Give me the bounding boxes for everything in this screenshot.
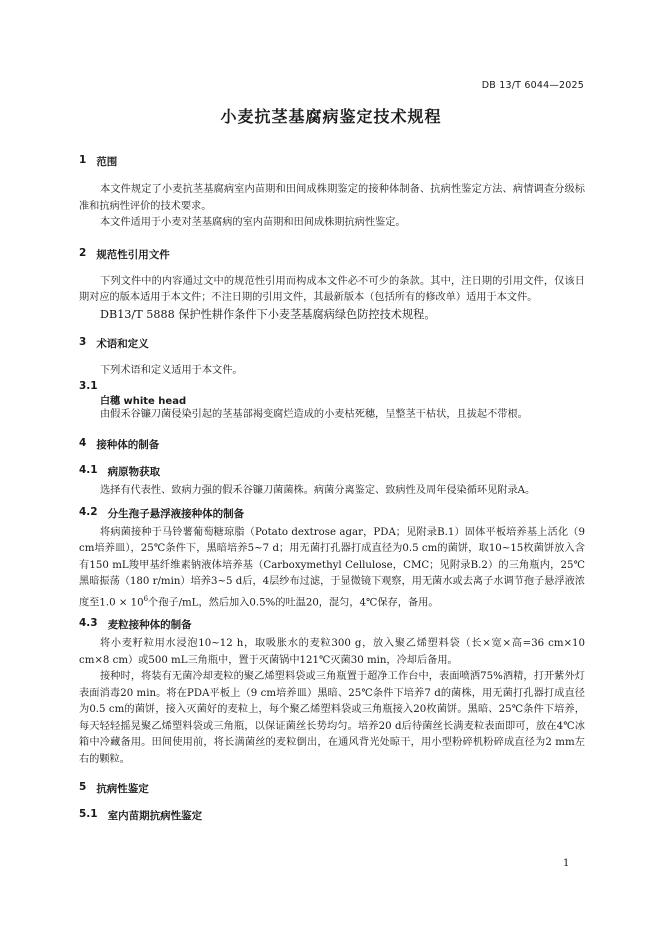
- section-number: 3: [79, 336, 87, 348]
- paragraph-text: 将病菌接种于马铃薯葡萄糖琼脂（Potato dextrose agar，PDA；见附录B.1）固体平板培养基上活化（9 cm培养皿），25℃条件下，黑暗培养5~7 d；用无菌打孔器打成直径为0.5 cm的菌饼，取10~15枚菌饼放入含有150 mL羧甲基纤维素钠液体培养基（Carboxymethyl Cellulose，CMC；见附录B.2）的三角瓶内，25℃黑暗振荡（180 r/min）培养3~5 d后，4层纱布过滤，于显微镜下观察，用无菌水或去离子水调节孢子悬浮液浓度至1.0 × 10: [79, 526, 585, 608]
- term-definition: 由假禾谷镰刀菌侵染引起的茎基部褐变腐烂造成的小麦枯死穗，呈整茎干枯状，且拔起不带根。: [100, 408, 528, 420]
- subsection-title: 分生孢子悬浮液接种体的制备: [107, 507, 245, 520]
- subsection-number: 5.1: [79, 808, 98, 821]
- paragraph: 本文件规定了小麦抗茎基腐病室内苗期和田间成株期鉴定的接种体制备、抗病性鉴定方法、病情调查分级标准和抗病性评价的技术要求。: [79, 184, 585, 212]
- section-number: 4: [79, 437, 87, 449]
- paragraph: 下列文件中的内容通过文中的规范性引用而构成本文件必不可少的条款。其中，注日期的引用文件，仅该日期对应的版本适用于本文件；不注日期的引用文件，其最新版本（包括所有的修改单）适用于本文件。: [79, 275, 585, 303]
- subsection-4-3-heading: [79, 617, 585, 632]
- section-4-heading: [79, 437, 585, 452]
- section-title: 范围: [96, 156, 118, 168]
- section-1-heading: [79, 154, 585, 169]
- subsection-5-1-heading: [79, 808, 585, 823]
- section-title: 规范性引用文件: [96, 248, 170, 261]
- page-number: 1: [563, 858, 570, 869]
- subsection-4-2-heading: [79, 506, 585, 521]
- section-number: 2: [79, 246, 87, 259]
- section-title: 接种体的制备: [96, 439, 160, 451]
- paragraph: 选择有代表性、致病力强的假禾谷镰刀菌菌株。病菌分离鉴定、致病性及周年侵染循环见附录A。: [100, 485, 536, 496]
- document-title: 小麦抗茎基腐病鉴定技术规程: [220, 107, 442, 126]
- section-title: 抗病性鉴定: [96, 783, 149, 796]
- subsection-number: 4.1: [79, 464, 98, 476]
- paragraph: 将小麦籽粒用水浸泡10~12 h，取吸胀水的麦粒300 g，放入聚乙烯塑料袋（长×宽×高=36 cm×10 cm×8 cm）或500 mL三角瓶中，置于灭菌锅中121℃灭菌30 min，冷却后备用。: [79, 638, 585, 666]
- subsection-title: 室内苗期抗病性鉴定: [107, 810, 203, 823]
- paragraph: [79, 525, 585, 612]
- subsection-number: 4.2: [79, 505, 98, 518]
- standard-number: DB 13/T 6044—2025: [481, 80, 584, 91]
- document-body: [79, 154, 585, 823]
- exponent: 6: [143, 594, 149, 603]
- term-number: 3.1: [79, 379, 98, 392]
- subsection-4-1-heading: [79, 464, 585, 479]
- paragraph: 下列术语和定义适用于本文件。: [100, 365, 243, 376]
- section-3-heading: [79, 336, 585, 351]
- subsection-title: 病原物获取: [107, 466, 161, 478]
- section-5-heading: [79, 781, 585, 796]
- section-number: 1: [79, 154, 87, 166]
- subsection-number: 4.3: [79, 617, 98, 630]
- paragraph: 本文件适用于小麦对茎基腐病的室内苗期和田间成株期抗病性鉴定。: [100, 217, 406, 228]
- paragraph: 接种时，将装有无菌冷却麦粒的聚乙烯塑料袋或三角瓶置于超净工作台中，表面喷洒75%酒精，打开紫外灯表面消毒20 min。将在PDA平板上（9 cm培养皿）黑暗、25℃条件下培养7 d的菌株，用无菌打孔器打成直径为0.5 cm的菌饼，接入灭菌好的麦粒上，每个聚乙烯塑料袋或三角瓶接入20枚菌饼。黑暗、25℃条件下培养，每天轻轻摇晃聚乙烯塑料袋或三角瓶，以保证菌丝长势均匀。培养20 d后待菌丝长满麦粒表面即可，放在4℃冰箱中冷藏备用。田间使用前，将长满菌丝的麦粒倒出，在通风背光处晾干，用小型粉碎机粉碎成直径为2 mm左右的颗粒。: [79, 671, 585, 765]
- section-title: 术语和定义: [96, 338, 149, 350]
- section-2-heading: [79, 247, 585, 262]
- section-number: 5: [79, 781, 87, 794]
- paragraph-text: 个孢子/mL，然后加入0.5%的吐温20，混匀，4℃保存，备用。: [148, 596, 439, 608]
- subsection-title: 麦粒接种体的制备: [107, 619, 192, 632]
- reference-item: DB13/T 5888 保护性耕作条件下小麦茎基腐病绿色防控技术规程。: [100, 307, 436, 321]
- term-name: 白穗 white head: [100, 395, 187, 407]
